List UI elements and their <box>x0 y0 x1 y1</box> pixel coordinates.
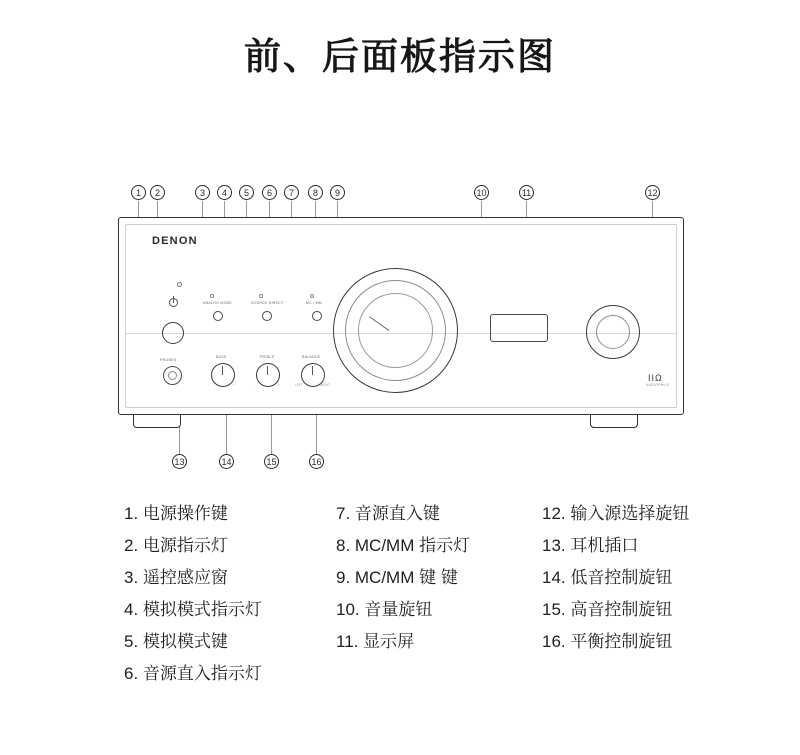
mc-mm-button[interactable] <box>312 311 322 321</box>
legend-column-2 <box>336 498 536 658</box>
callout-12: 12 <box>645 185 660 200</box>
legend-item: 1. 电源操作键 <box>124 504 228 523</box>
legend-item: 3. 遥控感应窗 <box>124 568 228 587</box>
input-selector-inner-ring <box>596 315 630 349</box>
volume-knob-inner-ring <box>358 293 433 368</box>
headphone-jack-hole <box>168 371 177 380</box>
callout-5: 5 <box>239 185 254 200</box>
treble-label: TREBLE <box>259 355 275 359</box>
legend-item: 15. 高音控制旋钮 <box>542 600 673 619</box>
callout-13: 13 <box>172 454 187 469</box>
balance-tick-left: LEFT <box>295 383 303 387</box>
legend-item: 7. 音源直入键 <box>336 504 440 523</box>
callout-6: 6 <box>262 185 277 200</box>
phones-label: PHONES <box>160 358 177 362</box>
source-direct-button[interactable] <box>262 311 272 321</box>
power-symbol-icon <box>169 298 178 307</box>
legend-item: 6. 音源直入指示灯 <box>124 664 262 683</box>
legend-column-1 <box>124 498 334 690</box>
display-screen <box>490 314 548 342</box>
legend-item: 13. 耳机插口 <box>542 536 639 555</box>
legend-item: 8. MC/MM 指示灯 <box>336 536 471 555</box>
treble-tick-minus: - <box>253 383 255 387</box>
bass-tick-plus: + <box>233 383 235 387</box>
source-direct-label: SOURCE DIRECT <box>251 301 284 305</box>
power-indicator-led <box>177 282 182 287</box>
device-logo: IIΩ <box>648 373 663 383</box>
balance-label: BALANCE <box>302 355 321 359</box>
legend-item: 10. 音量旋钮 <box>336 600 433 619</box>
legend-item: 11. 显示屏 <box>336 632 415 651</box>
chassis-foot-left <box>133 415 181 428</box>
callout-1: 1 <box>131 185 146 200</box>
device-logo-subtext: AUDIOPHILE <box>646 383 670 387</box>
callout-7: 7 <box>284 185 299 200</box>
treble-tick-plus: + <box>278 383 280 387</box>
callout-14: 14 <box>219 454 234 469</box>
legend-item: 2. 电源指示灯 <box>124 536 228 555</box>
callout-8: 8 <box>308 185 323 200</box>
mc-mm-led <box>310 294 314 298</box>
callout-10: 10 <box>474 185 489 200</box>
legend-item: 12. 输入源选择旋钮 <box>542 504 690 523</box>
callout-15: 15 <box>264 454 279 469</box>
legend-item: 5. 模拟模式键 <box>124 632 228 651</box>
page-title: 前、后面板指示图 <box>244 36 556 77</box>
front-panel-diagram <box>0 170 800 480</box>
source-direct-led <box>259 294 263 298</box>
legend-item: 16. 平衡控制旋钮 <box>542 632 673 651</box>
legend-item: 14. 低音控制旋钮 <box>542 568 673 587</box>
chassis-foot-right <box>590 415 638 428</box>
legend-item: 9. MC/MM 键 键 <box>336 568 458 587</box>
callout-11: 11 <box>519 185 534 200</box>
bass-label: BASS <box>216 355 227 359</box>
analog-mode-led <box>210 294 214 298</box>
bass-tick-minus: - <box>208 383 210 387</box>
analog-mode-label: ANALOG MODE <box>203 301 232 305</box>
callout-3: 3 <box>195 185 210 200</box>
legend <box>0 498 800 698</box>
callout-2: 2 <box>150 185 165 200</box>
legend-column-3 <box>542 498 762 658</box>
legend-item: 4. 模拟模式指示灯 <box>124 600 262 619</box>
mc-mm-label: MC / MM <box>306 301 322 305</box>
bass-knob[interactable] <box>211 363 235 387</box>
analog-mode-button[interactable] <box>213 311 223 321</box>
balance-tick-right: RIGHT <box>320 383 330 387</box>
brand-logo: DENON <box>152 235 198 247</box>
power-button[interactable] <box>162 322 184 344</box>
treble-knob[interactable] <box>256 363 280 387</box>
callout-16: 16 <box>309 454 324 469</box>
callout-9: 9 <box>330 185 345 200</box>
callout-4: 4 <box>217 185 232 200</box>
